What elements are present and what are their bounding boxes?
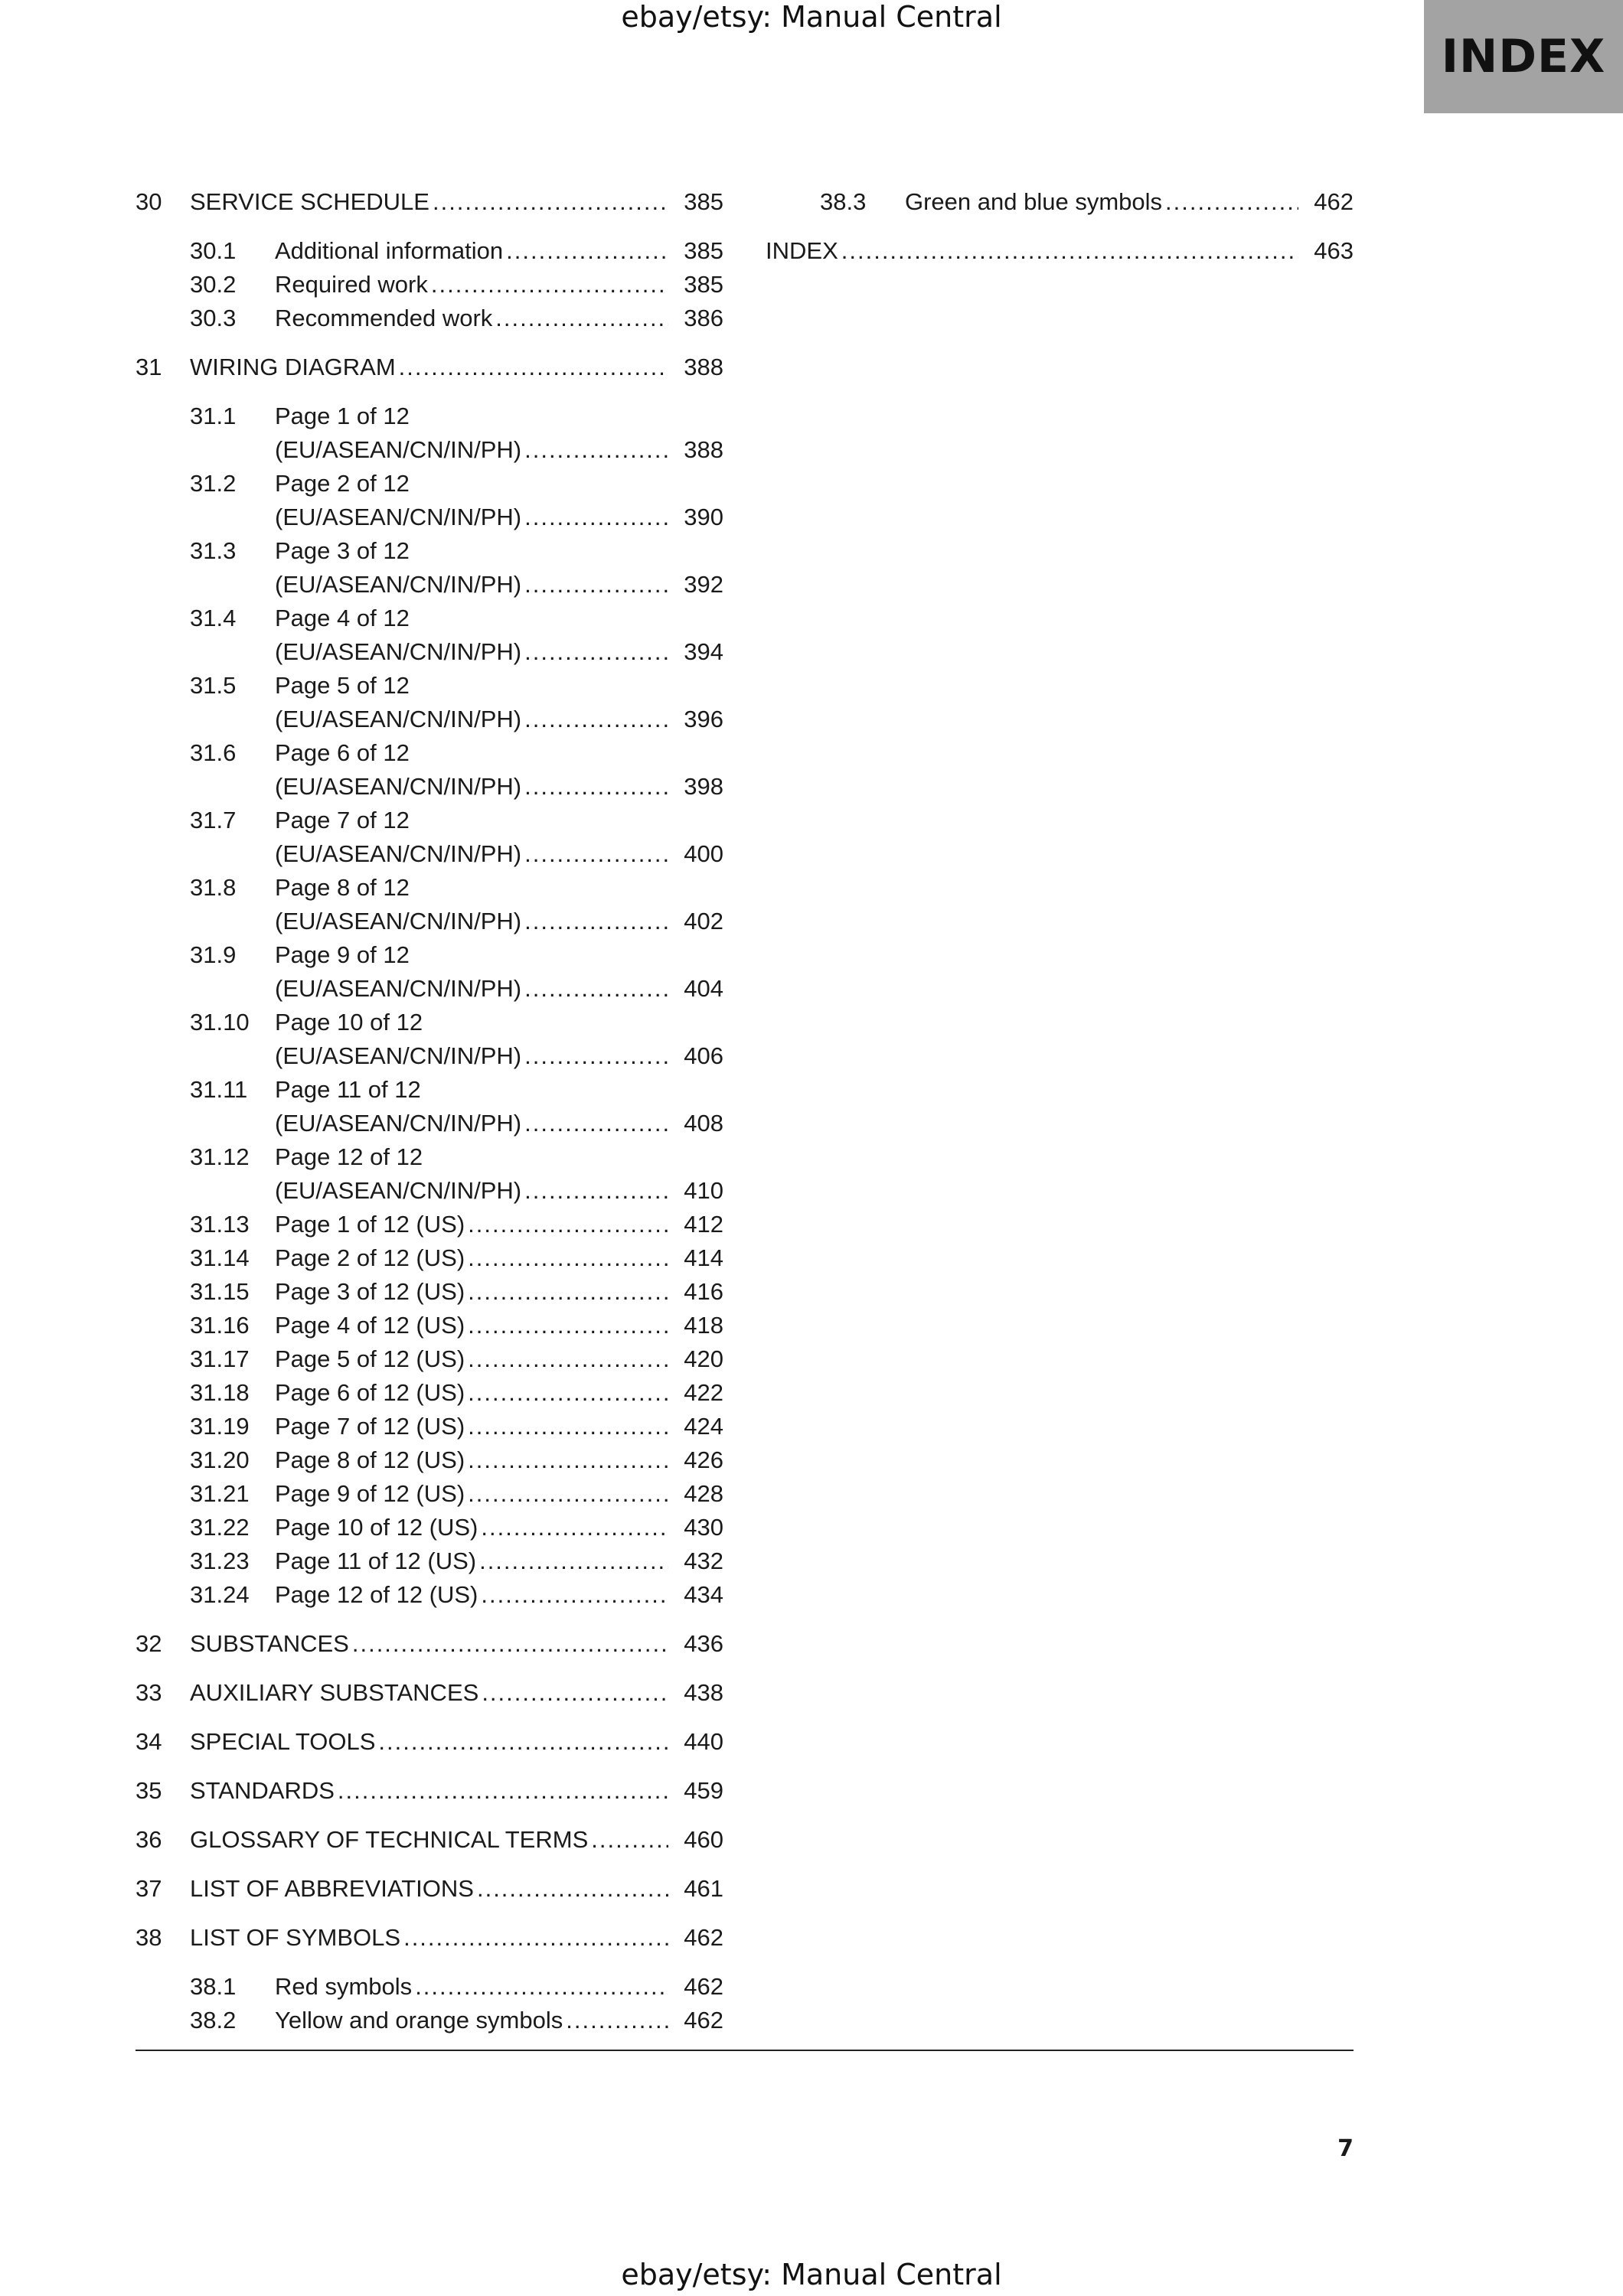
toc-entry-title: Recommended work (275, 305, 493, 331)
toc-entry-number: 37 (136, 1875, 162, 1902)
toc-entry[interactable] (136, 1477, 723, 1511)
toc-entry-number: 34 (136, 1728, 162, 1755)
toc-entry-number: 31.8 (190, 874, 237, 901)
toc-entry[interactable] (136, 602, 723, 669)
toc-entry-page: 385 (684, 271, 723, 298)
dot-leader (1165, 185, 1298, 219)
dot-leader (566, 2004, 668, 2037)
dot-leader (524, 1174, 668, 1208)
toc-entry[interactable] (136, 2004, 723, 2037)
toc-entry-number: 30.2 (190, 271, 237, 298)
toc-entry-title: Page 10 of 12 (US) (275, 1514, 478, 1541)
toc-entry-page: 418 (684, 1312, 723, 1339)
toc-entry-page: 420 (684, 1345, 723, 1372)
toc-entry-number: 31.9 (190, 941, 237, 968)
toc-entry-number: 33 (136, 1679, 162, 1706)
toc-entry-title: Page 11 of 12 (US) (275, 1548, 477, 1574)
toc-left-column (136, 185, 723, 2037)
toc-entry[interactable] (136, 1676, 723, 1710)
toc-entry-number: 31.6 (190, 739, 237, 766)
toc-entry[interactable] (136, 1410, 723, 1443)
toc-entry-title: Page 11 of 12 (EU/ASEAN/CN/IN/PH) (275, 1076, 522, 1137)
toc-entry-title: AUXILIARY SUBSTANCES (190, 1679, 479, 1706)
toc-entry[interactable] (136, 1578, 723, 1612)
dot-leader (524, 433, 668, 467)
toc-entry-page: 388 (684, 436, 723, 463)
toc-entry-page: 459 (684, 1777, 723, 1804)
toc-entry-number: 31.3 (190, 537, 237, 564)
dot-leader (468, 1342, 668, 1376)
toc-entry-number: 31.13 (190, 1211, 250, 1238)
toc-entry-number: 31.1 (190, 403, 237, 429)
toc-entry-number: 31.24 (190, 1581, 250, 1608)
dot-leader (841, 234, 1298, 268)
toc-entry[interactable] (136, 1376, 723, 1410)
toc-entry-page: 385 (684, 188, 723, 215)
toc-entry-page: 400 (684, 840, 723, 867)
toc-entry-title: Required work (275, 271, 428, 298)
toc-entry-page: 430 (684, 1514, 723, 1541)
toc-entry-page: 414 (684, 1244, 723, 1271)
toc-entry[interactable] (136, 1309, 723, 1342)
dot-leader (524, 635, 668, 669)
toc-entry-page: 410 (684, 1177, 723, 1204)
toc-entry[interactable] (136, 234, 723, 268)
dot-leader (495, 302, 668, 335)
toc-entry[interactable] (136, 669, 723, 736)
toc-entry-title: Page 7 of 12 (EU/ASEAN/CN/IN/PH) (275, 807, 522, 867)
toc-entry-page: 412 (684, 1211, 723, 1238)
toc-entry-number: 30 (136, 188, 162, 215)
toc-entry-page: 432 (684, 1548, 723, 1574)
toc-entry-number: 31.10 (190, 1009, 250, 1035)
toc-entry-title: Page 5 of 12 (EU/ASEAN/CN/IN/PH) (275, 672, 522, 732)
toc-entry[interactable] (136, 1872, 723, 1906)
dot-leader (468, 1208, 668, 1241)
toc-entry-page: 406 (684, 1042, 723, 1069)
toc-entry-number: 30.1 (190, 237, 237, 264)
page-number: 7 (1337, 2135, 1354, 2162)
toc-entry[interactable] (766, 234, 1354, 268)
toc-entry[interactable] (766, 185, 1354, 219)
toc-entry-number: 31.16 (190, 1312, 250, 1339)
toc-entry-title: Page 8 of 12 (US) (275, 1446, 465, 1473)
toc-entry-title: LIST OF SYMBOLS (190, 1924, 401, 1951)
dot-leader (468, 1410, 668, 1443)
watermark-top: ebay/etsy: Manual Central (621, 0, 1002, 34)
toc-entry[interactable] (136, 185, 723, 219)
toc-entry-page: 462 (1314, 188, 1354, 215)
toc-entry-title: Page 12 of 12 (EU/ASEAN/CN/IN/PH) (275, 1143, 522, 1204)
toc-entry[interactable] (136, 302, 723, 335)
toc-entry[interactable] (136, 736, 723, 804)
toc-entry[interactable] (136, 1774, 723, 1808)
dot-leader (524, 837, 668, 871)
toc-entry-page: 462 (684, 1973, 723, 2000)
dot-leader (352, 1627, 668, 1661)
dot-leader (431, 268, 668, 302)
dot-leader (338, 1774, 668, 1808)
toc-entry-title: Red symbols (275, 1973, 413, 2000)
toc-entry-number: 30.3 (190, 305, 237, 331)
toc-entry-page: 462 (684, 2007, 723, 2033)
dot-leader (468, 1241, 668, 1275)
toc-entry-title: LIST OF ABBREVIATIONS (190, 1875, 474, 1902)
toc-entry-page: 385 (684, 237, 723, 264)
toc-entry-page: 398 (684, 773, 723, 800)
toc-entry[interactable] (136, 1725, 723, 1759)
toc-entry-page: 386 (684, 305, 723, 331)
toc-entry-page: 404 (684, 975, 723, 1002)
toc-entry-title: SUBSTANCES (190, 1630, 349, 1657)
toc-entry-title: Page 10 of 12 (EU/ASEAN/CN/IN/PH) (275, 1009, 522, 1069)
toc-entry-number: 31.19 (190, 1413, 250, 1440)
toc-entry-page: 463 (1314, 237, 1354, 264)
toc-entry-number: 31.15 (190, 1278, 250, 1305)
footer-divider (136, 2050, 1354, 2051)
toc-entry[interactable] (136, 1241, 723, 1275)
toc-entry-title: Page 9 of 12 (EU/ASEAN/CN/IN/PH) (275, 941, 522, 1002)
toc-entry-title: SERVICE SCHEDULE (190, 188, 429, 215)
toc-entry-title: INDEX (766, 237, 838, 264)
dot-leader (524, 703, 668, 736)
toc-entry-title: Page 12 of 12 (US) (275, 1581, 478, 1608)
toc-entry[interactable] (136, 534, 723, 602)
dot-leader (481, 1578, 668, 1612)
toc-entry-page: 438 (684, 1679, 723, 1706)
toc-entry-page: 460 (684, 1826, 723, 1853)
toc-entry-number: 31.18 (190, 1379, 250, 1406)
toc-entry-title: Page 9 of 12 (US) (275, 1480, 465, 1507)
dot-leader (524, 568, 668, 602)
dot-leader (378, 1725, 668, 1759)
dot-leader (524, 905, 668, 938)
toc-entry-page: 388 (684, 354, 723, 380)
toc-entry-number: 31.14 (190, 1244, 250, 1271)
toc-entry-title: Additional information (275, 237, 504, 264)
dot-leader (403, 1921, 668, 1955)
toc-entry-page: 436 (684, 1630, 723, 1657)
toc-entry[interactable] (136, 1140, 723, 1208)
toc-entry[interactable] (136, 1342, 723, 1376)
dot-leader (524, 501, 668, 534)
toc-entry-number: 31.20 (190, 1446, 250, 1473)
toc-entry-title: GLOSSARY OF TECHNICAL TERMS (190, 1826, 589, 1853)
dot-leader (524, 770, 668, 804)
toc-entry-title: WIRING DIAGRAM (190, 354, 396, 380)
toc-entry-page: 416 (684, 1278, 723, 1305)
toc-entry-number: 38 (136, 1924, 162, 1951)
dot-leader (468, 1275, 668, 1309)
dot-leader (506, 234, 668, 268)
dot-leader (468, 1443, 668, 1477)
dot-leader (482, 1676, 668, 1710)
toc-entry-title: Page 7 of 12 (US) (275, 1413, 465, 1440)
toc-entry-page: 394 (684, 638, 723, 665)
toc-entry-number: 35 (136, 1777, 162, 1804)
toc-entry-page: 462 (684, 1924, 723, 1951)
toc-entry-page: 402 (684, 908, 723, 934)
toc-entry-page: 408 (684, 1110, 723, 1137)
watermark-bottom: ebay/etsy: Manual Central (621, 2258, 1002, 2291)
toc-entry-number: 38.3 (820, 188, 867, 215)
toc-entry-title: Page 6 of 12 (US) (275, 1379, 465, 1406)
toc-entry[interactable] (136, 1443, 723, 1477)
toc-entry[interactable] (136, 938, 723, 1006)
toc-entry-title: Page 4 of 12 (US) (275, 1312, 465, 1339)
toc-right-column (766, 185, 1354, 268)
toc-entry-number: 31 (136, 354, 162, 380)
toc-entry-number: 32 (136, 1630, 162, 1657)
toc-entry[interactable] (136, 1511, 723, 1544)
toc-entry-title: Page 4 of 12 (EU/ASEAN/CN/IN/PH) (275, 605, 522, 665)
toc-entry-title: Page 1 of 12 (US) (275, 1211, 465, 1238)
toc-entry[interactable] (136, 1823, 723, 1857)
toc-entry-number: 31.4 (190, 605, 237, 631)
toc-entry-number: 31.22 (190, 1514, 250, 1541)
dot-leader (591, 1823, 668, 1857)
toc-entry[interactable] (136, 268, 723, 302)
toc-entry[interactable] (136, 1275, 723, 1309)
toc-entry-title: Page 2 of 12 (EU/ASEAN/CN/IN/PH) (275, 470, 522, 530)
toc-entry-number: 31.2 (190, 470, 237, 497)
toc-entry-number: 31.11 (190, 1076, 248, 1103)
toc-entry[interactable] (136, 871, 723, 938)
dot-leader (468, 1376, 668, 1410)
toc-entry-page: 440 (684, 1728, 723, 1755)
dot-leader (481, 1511, 668, 1544)
section-tab: INDEX (1424, 0, 1623, 113)
toc-entry-page: 424 (684, 1413, 723, 1440)
toc-entry[interactable] (136, 351, 723, 384)
dot-leader (399, 351, 668, 384)
toc-entry[interactable] (136, 1627, 723, 1661)
dot-leader (468, 1477, 668, 1511)
toc-entry-title: Page 2 of 12 (US) (275, 1244, 465, 1271)
toc-entry-page: 390 (684, 504, 723, 530)
toc-entry-title: Page 3 of 12 (US) (275, 1278, 465, 1305)
toc-entry-number: 31.5 (190, 672, 237, 699)
toc-entry-number: 31.21 (190, 1480, 250, 1507)
toc-entry-number: 38.2 (190, 2007, 237, 2033)
toc-entry-title: SPECIAL TOOLS (190, 1728, 376, 1755)
toc-entry-page: 422 (684, 1379, 723, 1406)
toc-entry[interactable] (136, 1921, 723, 1955)
toc-entry-title: Yellow and orange symbols (275, 2007, 563, 2033)
toc-entry-page: 434 (684, 1581, 723, 1608)
toc-entry-number: 31.7 (190, 807, 237, 833)
toc-entry-page: 461 (684, 1875, 723, 1902)
toc-entry[interactable] (136, 1073, 723, 1140)
toc-entry-number: 38.1 (190, 1973, 237, 2000)
toc-entry-page: 396 (684, 706, 723, 732)
dot-leader (524, 1039, 668, 1073)
dot-leader (524, 972, 668, 1006)
toc-entry-title: STANDARDS (190, 1777, 335, 1804)
dot-leader (524, 1107, 668, 1140)
dot-leader (415, 1970, 668, 2004)
toc-entry-page: 428 (684, 1480, 723, 1507)
toc-entry-title: Page 6 of 12 (EU/ASEAN/CN/IN/PH) (275, 739, 522, 800)
toc-entry-page: 426 (684, 1446, 723, 1473)
dot-leader (477, 1872, 668, 1906)
toc-entry-title: Page 1 of 12 (EU/ASEAN/CN/IN/PH) (275, 403, 522, 463)
dot-leader (433, 185, 668, 219)
toc-entry[interactable] (136, 467, 723, 534)
toc-entry-title: Page 5 of 12 (US) (275, 1345, 465, 1372)
toc-entry-number: 31.23 (190, 1548, 250, 1574)
toc-entry[interactable] (136, 1970, 723, 2004)
toc-entry-title: Page 8 of 12 (EU/ASEAN/CN/IN/PH) (275, 874, 522, 934)
toc-entry[interactable] (136, 804, 723, 871)
toc-entry-title: Page 3 of 12 (EU/ASEAN/CN/IN/PH) (275, 537, 522, 598)
toc-entry[interactable] (136, 1006, 723, 1073)
dot-leader (479, 1544, 668, 1578)
toc-entry[interactable] (136, 400, 723, 467)
toc-entry[interactable] (136, 1208, 723, 1241)
toc-entry-number: 36 (136, 1826, 162, 1853)
toc-entry-number: 31.17 (190, 1345, 250, 1372)
toc-entry-page: 392 (684, 571, 723, 598)
dot-leader (468, 1309, 668, 1342)
toc-entry-title: Green and blue symbols (905, 188, 1163, 215)
toc-entry[interactable] (136, 1544, 723, 1578)
toc-entry-number: 31.12 (190, 1143, 250, 1170)
